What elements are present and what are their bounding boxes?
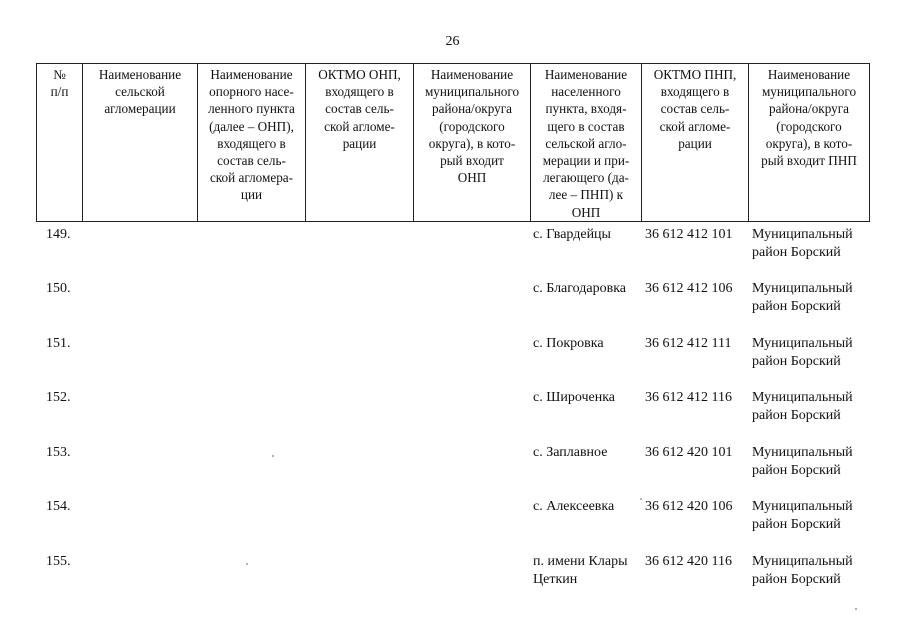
pnp-district: Муниципальный район Борский xyxy=(752,499,853,532)
pnp-name: с. Широченка xyxy=(533,390,616,405)
pnp-district: Муниципальный район Борский xyxy=(752,445,853,478)
header-cell-pnp-oktmo: ОКТМО ПНП, входящего в состав сель- ской агломе- рации xyxy=(642,64,749,222)
pnp-name: с. Заплавное xyxy=(533,445,608,460)
scan-speck xyxy=(855,608,857,610)
pnp-oktmo: 36 612 412 101 xyxy=(645,227,733,242)
pnp-district: Муниципальный район Борский xyxy=(752,390,853,423)
pnp-name: п. имени Клары Цеткин xyxy=(533,554,628,587)
row-number: 153. xyxy=(46,445,71,460)
scan-speck xyxy=(246,563,248,565)
pnp-name: с. Покровка xyxy=(533,336,604,351)
scan-speck xyxy=(640,498,642,500)
row-number: 152. xyxy=(46,390,71,405)
page-number: 26 xyxy=(445,34,460,49)
pnp-name: с. Алексеевка xyxy=(533,499,615,514)
header-cell-number: № п/п xyxy=(37,64,83,222)
pnp-oktmo: 36 612 420 106 xyxy=(645,499,733,514)
pnp-district: Муниципальный район Борский xyxy=(752,336,853,369)
pnp-oktmo: 36 612 412 106 xyxy=(645,281,733,296)
header-cell-onp-district: Наименование муниципального района/округа (городского округа), в кото- рый входит ОНП xyxy=(414,64,531,222)
pnp-oktmo: 36 612 420 116 xyxy=(645,554,732,569)
header-cell-onp-oktmo: ОКТМО ОНП, входящего в состав сель- ской агломе- рации xyxy=(306,64,414,222)
pnp-oktmo: 36 612 420 101 xyxy=(645,445,733,460)
row-number: 151. xyxy=(46,336,71,351)
header-cell-onp-name: Наименование опорного насе- ленного пункта (далее – ОНП), входящего в состав сель- ской агломера- ции xyxy=(198,64,306,222)
header-cell-agglomeration: Наименование сельской агломерации xyxy=(83,64,198,222)
row-number: 149. xyxy=(46,227,71,242)
scan-speck xyxy=(272,455,274,457)
pnp-district: Муниципальный район Борский xyxy=(752,227,853,260)
row-number: 155. xyxy=(46,554,71,569)
pnp-name: с. Благодаровка xyxy=(533,281,627,296)
row-number: 154. xyxy=(46,499,71,514)
header-cell-pnp-district: Наименование муниципального района/округа (городского округа), в кото- рый входит ПНП xyxy=(749,64,870,222)
pnp-oktmo: 36 612 412 111 xyxy=(645,336,732,351)
row-number: 150. xyxy=(46,281,71,296)
table-header xyxy=(36,63,870,222)
pnp-oktmo: 36 612 412 116 xyxy=(645,390,732,405)
pnp-name: с. Гвардейцы xyxy=(533,227,611,242)
header-row xyxy=(37,64,870,222)
pnp-district: Муниципальный район Борский xyxy=(752,281,853,314)
header-cell-pnp-name: Наименование населенного пункта, входя- щего в состав сельской агло- мерации и при- легающего (да- лее – ПНП) к ОНП xyxy=(531,64,642,222)
pnp-district: Муниципальный район Борский xyxy=(752,554,853,587)
